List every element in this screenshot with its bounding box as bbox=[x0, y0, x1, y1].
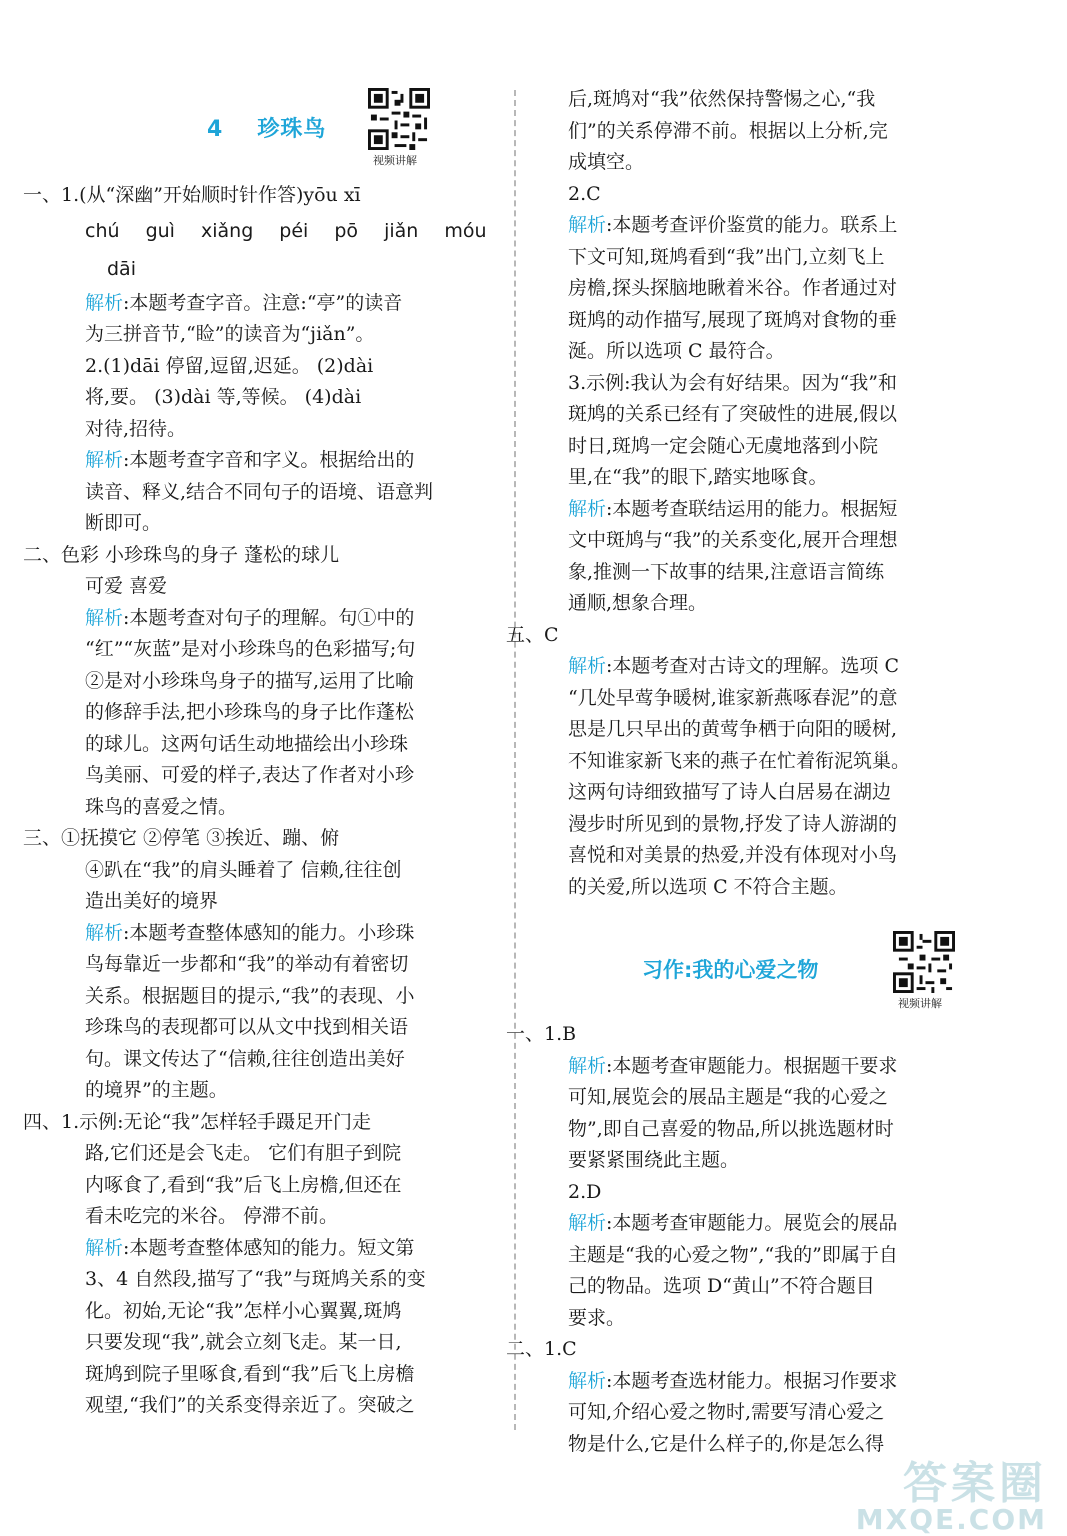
right-answer-text bbox=[506, 84, 978, 903]
writing-title: 习作:我的心爱之物 bbox=[642, 958, 819, 982]
watermark bbox=[856, 1447, 1047, 1536]
qr-code-icon[interactable] bbox=[368, 88, 430, 150]
section-line: 一、1.B bbox=[506, 1023, 577, 1045]
answer-line: 珍珠鸟的表现都可以从文中找到相关语 bbox=[85, 1016, 409, 1038]
pinyin-row: dāi bbox=[107, 257, 136, 280]
analysis-text: :本题考查整体感知的能力。短文第 bbox=[123, 1236, 415, 1259]
answer-line: 思是几只早出的黄莺争栖于向阳的暖树, bbox=[568, 718, 898, 740]
answer-line: 这两句诗细致描写了诗人白居易在湖边 bbox=[568, 781, 892, 803]
answer-line: 读音、释义,结合不同句子的语境、语意判 bbox=[85, 480, 434, 503]
answer-line: 2.C bbox=[568, 182, 601, 205]
answer-line: 鸟每靠近一步都和“我”的举动有着密切 bbox=[85, 953, 409, 975]
analysis-label: 解析 bbox=[568, 214, 607, 236]
analysis-line bbox=[538, 651, 978, 683]
answer-line: 时日,斑鸠一定会随心无虞地落到小院 bbox=[568, 434, 879, 457]
answer-line: 对待,招待。 bbox=[85, 417, 187, 440]
qr-code-icon[interactable] bbox=[893, 931, 955, 993]
lesson-header bbox=[55, 78, 495, 180]
analysis-label: 解析 bbox=[568, 497, 607, 520]
section-line: 二、色彩 小珍珠鸟的身子 蓬松的球儿 bbox=[23, 543, 340, 566]
answer-line: 只要发现“我”,就会立刻飞走。某一日, bbox=[85, 1331, 402, 1353]
analysis-line bbox=[55, 445, 495, 477]
analysis-line bbox=[538, 494, 978, 526]
answer-line: 的境界”的主题。 bbox=[85, 1079, 228, 1101]
answer-line: 观望,“我们”的关系变得亲近了。突破之 bbox=[85, 1394, 415, 1416]
analysis-label: 解析 bbox=[568, 1212, 607, 1234]
watermark-url: MXQE.COM bbox=[855, 1503, 1047, 1536]
answer-line: “红”“灰蓝”是对小珍珠鸟的色彩描写;句 bbox=[85, 638, 416, 660]
answer-line: 斑鸠的动作描写,展现了斑鸠对食物的垂 bbox=[568, 308, 898, 331]
answer-line: 物是什么,它是什么样子的,你是怎么得 bbox=[568, 1432, 885, 1455]
analysis-label: 解析 bbox=[568, 655, 607, 677]
answer-line: 3.示例:我认为会有好结果。因为“我”和 bbox=[568, 371, 897, 394]
analysis-text: :本题考查对古诗文的理解。选项 C bbox=[606, 655, 899, 677]
answer-line: 里,在“我”的眼下,踏实地啄食。 bbox=[568, 466, 828, 488]
answer-line: 2.D bbox=[568, 1180, 602, 1203]
qr-label: 视频讲解 bbox=[373, 154, 417, 167]
analysis-text: :本题考查字音和字义。根据给出的 bbox=[123, 449, 415, 471]
answer-line: 喜悦和对美景的热爱,并没有体现对小鸟 bbox=[568, 844, 898, 866]
analysis-label: 解析 bbox=[85, 921, 124, 944]
section-line: 二、1.C bbox=[506, 1338, 577, 1360]
section-line: 三、①抚摸它 ②停笔 ③挨近、蹦、俯 bbox=[23, 827, 340, 849]
answer-line: ②是对小珍珠鸟身子的描写,运用了比喻 bbox=[85, 669, 415, 692]
answer-line: 3、4 自然段,描写了“我”与斑鸠关系的变 bbox=[85, 1268, 426, 1290]
analysis-label: 解析 bbox=[85, 606, 124, 629]
answer-line: 造出美好的境界 bbox=[85, 890, 219, 912]
answer-line: 下文可知,斑鸠看到“我”出门,立刻飞上 bbox=[568, 245, 885, 268]
watermark-logo: 答案圈 bbox=[903, 1458, 1047, 1509]
analysis-line bbox=[538, 1051, 978, 1083]
answer-line: 珠鸟的喜爱之情。 bbox=[85, 795, 238, 818]
lesson-title-text: 珍珠鸟 bbox=[257, 117, 327, 142]
analysis-text: :本题考查联结运用的能力。根据短 bbox=[606, 497, 898, 520]
analysis-line bbox=[55, 603, 495, 635]
answer-line: 物”,即自己喜爱的物品,所以挑选题材时 bbox=[568, 1117, 894, 1140]
answer-line: 要紧紧围绕此主题。 bbox=[568, 1149, 740, 1171]
lesson-title bbox=[207, 112, 326, 143]
analysis-line bbox=[55, 288, 495, 320]
answer-line: 可知,展览会的展品主题是“我的心爱之 bbox=[568, 1086, 888, 1108]
section-line: 一、1.(从“深幽”开始顺时针作答)yōu xī bbox=[23, 184, 361, 206]
analysis-label: 解析 bbox=[85, 291, 124, 314]
section-line: 五、C bbox=[506, 623, 559, 646]
answer-line: 不知谁家新飞来的燕子在忙着衔泥筑巢。 bbox=[568, 749, 911, 772]
answer-line: 要求。 bbox=[568, 1306, 626, 1329]
answer-line: 为三拼音节,“睑”的读音为“jiǎn”。 bbox=[85, 323, 375, 345]
analysis-line bbox=[538, 1366, 978, 1398]
answer-line: 看未吃完的米谷。 停滞不前。 bbox=[85, 1205, 339, 1227]
answer-line: 通顺,想象合理。 bbox=[568, 592, 708, 614]
answer-line: 斑鸠到院子里啄食,看到“我”后飞上房檐 bbox=[85, 1362, 415, 1385]
section-line: 四、1.示例:无论“我”怎样轻手蹑足开门走 bbox=[23, 1110, 371, 1133]
answer-line: 后,斑鸠对“我”依然保持警惕之心,“我 bbox=[568, 88, 876, 110]
answer-line: 可爱 喜爱 bbox=[85, 575, 168, 597]
left-answer-text bbox=[23, 180, 495, 1422]
answer-line: ④趴在“我”的肩头睡着了 信赖,往往创 bbox=[85, 858, 402, 881]
answer-line: 斑鸠的关系已经有了突破性的进展,假以 bbox=[568, 403, 898, 425]
writing-header bbox=[538, 919, 978, 1019]
analysis-line bbox=[538, 1208, 978, 1240]
answer-line: 将,要。 (3)dài 等,等候。 (4)dài bbox=[85, 386, 362, 408]
answer-line: 句。课文传达了“信赖,往往创造出美好 bbox=[85, 1047, 405, 1070]
analysis-label: 解析 bbox=[568, 1369, 607, 1392]
analysis-line bbox=[55, 1233, 495, 1265]
analysis-label: 解析 bbox=[85, 449, 124, 471]
analysis-line bbox=[55, 918, 495, 950]
analysis-text: :本题考查审题能力。根据题干要求 bbox=[606, 1054, 898, 1077]
analysis-label: 解析 bbox=[568, 1054, 607, 1077]
answer-line: 己的物品。选项 D“黄山”不符合题目 bbox=[568, 1275, 875, 1297]
answer-line: 的关爱,所以选项 C 不符合主题。 bbox=[568, 875, 848, 898]
pinyin-row: chú guì xiǎng péi pō jiǎn móu bbox=[85, 219, 487, 242]
answer-line: 2.(1)dāi 停留,逗留,迟延。 (2)dài bbox=[85, 354, 374, 377]
answer-line: 象,推测一下故事的结果,注意语言简练 bbox=[568, 560, 885, 583]
qr-label: 视频讲解 bbox=[898, 997, 942, 1010]
analysis-line bbox=[538, 210, 978, 242]
answer-line: 的球儿。这两句话生动地描绘出小珍珠 bbox=[85, 732, 409, 755]
analysis-text: :本题考查字音。注意:“亭”的读音 bbox=[123, 291, 403, 314]
answer-line: 路,它们还是会飞走。 它们有胆子到院 bbox=[85, 1142, 402, 1164]
analysis-text: :本题考查评价鉴赏的能力。联系上 bbox=[606, 214, 898, 236]
answer-line: 们”的关系停滞不前。根据以上分析,完 bbox=[568, 119, 888, 142]
answer-line: 可知,介绍心爱之物时,需要写清心爱之 bbox=[568, 1401, 885, 1423]
answer-line: 化。初始,无论“我”怎样小心翼翼,斑鸠 bbox=[85, 1299, 402, 1322]
answer-line: 主题是“我的心爱之物”,“我的”即属于自 bbox=[568, 1243, 898, 1266]
column-divider bbox=[514, 90, 516, 1430]
right-column bbox=[506, 84, 978, 1460]
analysis-text: :本题考查对句子的理解。句①中的 bbox=[123, 606, 415, 629]
answer-line: 断即可。 bbox=[85, 512, 162, 534]
lesson-number: 4 bbox=[207, 117, 224, 142]
analysis-text: :本题考查选材能力。根据习作要求 bbox=[606, 1369, 898, 1392]
analysis-text: :本题考查整体感知的能力。小珍珠 bbox=[123, 921, 415, 944]
analysis-text: :本题考查审题能力。展览会的展品 bbox=[606, 1212, 898, 1234]
answer-line: 的修辞手法,把小珍珠鸟的身子比作蓬松 bbox=[85, 701, 415, 723]
answer-line: “几处早莺争暖树,谁家新燕啄春泥”的意 bbox=[568, 686, 898, 709]
answer-line: 涎。所以选项 C 最符合。 bbox=[568, 340, 785, 362]
answer-line: 鸟美丽、可爱的样子,表达了作者对小珍 bbox=[85, 764, 415, 786]
answer-line: 漫步时所见到的景物,抒发了诗人游湖的 bbox=[568, 812, 898, 835]
analysis-label: 解析 bbox=[85, 1236, 124, 1259]
left-column bbox=[23, 78, 495, 1422]
answer-line: 关系。根据题目的提示,“我”的表现、小 bbox=[85, 984, 415, 1007]
answer-line: 文中斑鸠与“我”的关系变化,展开合理想 bbox=[568, 529, 898, 551]
answer-line: 房檐,探头探脑地瞅着米谷。作者通过对 bbox=[568, 277, 898, 299]
answer-line: 内啄食了,看到“我”后飞上房檐,但还在 bbox=[85, 1173, 402, 1196]
writing-answer-text bbox=[506, 1019, 978, 1460]
answer-line: 成填空。 bbox=[568, 151, 645, 173]
